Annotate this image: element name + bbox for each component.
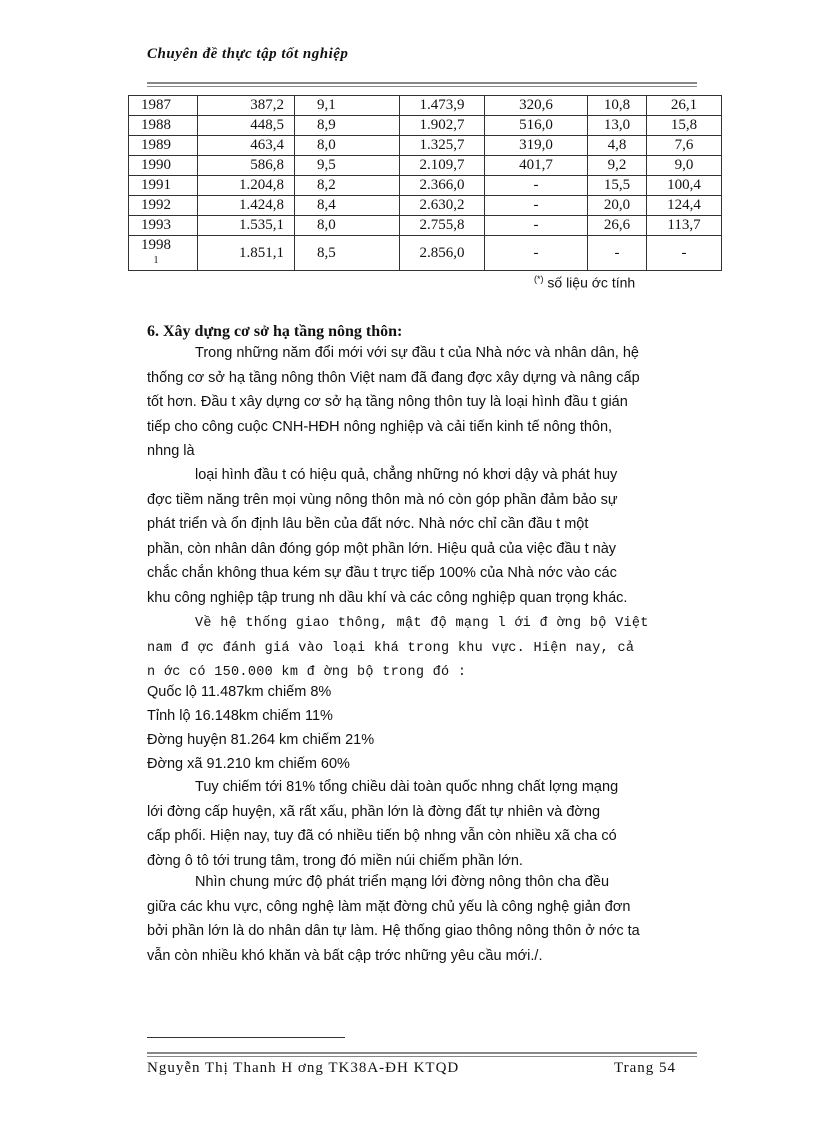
text-line: nhng là — [147, 443, 195, 459]
value-cell: 401,7 — [485, 156, 588, 176]
table-row — [129, 136, 722, 156]
value-cell: 2.755,8 — [400, 216, 485, 236]
value-cell: 8,0 — [295, 136, 400, 156]
value-cell: - — [588, 236, 647, 271]
footnote-text: số liệu ớc tính — [547, 274, 636, 291]
value-cell: 15,8 — [647, 116, 722, 136]
value-cell: 4,8 — [588, 136, 647, 156]
value-cell: 1.851,1 — [198, 236, 295, 271]
text-line: Trong những năm đổi mới với sự đầu t của Nhà nớc và nhân dân, hệ — [195, 345, 639, 361]
footnote-separator — [147, 1037, 345, 1038]
value-cell: 9,2 — [588, 156, 647, 176]
table-row — [129, 96, 722, 116]
value-cell: 448,5 — [198, 116, 295, 136]
table-row — [129, 236, 722, 271]
value-cell: 26,1 — [647, 96, 722, 116]
value-cell: 9,1 — [295, 96, 400, 116]
text-line: cấp phối. Hiện nay, tuy đã có nhiều tiến bộ nhng vẫn còn nhiều xã cha có — [147, 828, 617, 844]
paragraph-4 — [147, 775, 697, 873]
footer-author: Nguyễn Thị Thanh H ơng TK38A-ĐH KTQD — [147, 1060, 460, 1076]
value-cell: 8,9 — [295, 116, 400, 136]
paragraph-5 — [147, 870, 697, 968]
text-line: khu công nghiệp tập trung nh dầu khí và các công nghiệp quan trọng khác. — [147, 589, 628, 606]
value-cell: 2.856,0 — [400, 236, 485, 271]
value-cell: 2.109,7 — [400, 156, 485, 176]
value-cell: 1.325,7 — [400, 136, 485, 156]
value-cell: 113,7 — [647, 216, 722, 236]
text-line: Nhìn chung mức độ phát triển mạng lới đờng nông thôn cha đều — [195, 874, 610, 890]
value-cell: 319,0 — [485, 136, 588, 156]
value-cell: 516,0 — [485, 116, 588, 136]
text-line: n ớc có 150.000 km đ ờng bộ trong đó : — [147, 665, 467, 680]
year-cell: 1987 — [129, 96, 198, 116]
value-cell: 387,2 — [198, 96, 295, 116]
value-cell: 1.902,7 — [400, 116, 485, 136]
value-cell: 20,0 — [588, 196, 647, 216]
value-cell: - — [485, 216, 588, 236]
year-cell: 1990 — [129, 156, 198, 176]
list-item: Tỉnh lộ 16.148km chiếm 11% — [147, 708, 333, 724]
value-cell: 100,4 — [647, 176, 722, 196]
paragraph-2 — [147, 463, 697, 610]
value-cell: 15,5 — [588, 176, 647, 196]
text-line: thống cơ sở hạ tầng nông thôn Việt nam đã đang đợc xây dựng và nâng cấp — [147, 369, 640, 386]
value-cell: 9,0 — [647, 156, 722, 176]
paragraph-1 — [147, 341, 697, 464]
value-cell: 1.473,9 — [400, 96, 485, 116]
table-row — [129, 156, 722, 176]
year-cell: 1989 — [129, 136, 198, 156]
year-cell: 1991 — [129, 176, 198, 196]
value-cell: 26,6 — [588, 216, 647, 236]
text-line: tiếp cho công cuộc CNH-HĐH nông nghiệp và cải tiến kinh tế nông thôn, — [147, 418, 613, 435]
value-cell: - — [485, 176, 588, 196]
year-cell: 1992 — [129, 196, 198, 216]
value-cell: 1.424,8 — [198, 196, 295, 216]
year-cell: 1993 — [129, 216, 198, 236]
statistics-table — [128, 95, 722, 271]
value-cell: 320,6 — [485, 96, 588, 116]
year-top: 1998 — [141, 237, 171, 253]
value-cell: 8,2 — [295, 176, 400, 196]
value-cell: 1.204,8 — [198, 176, 295, 196]
text-line: vẫn còn nhiều khó khăn và bất cập trớc những yêu cầu mới./. — [147, 947, 543, 964]
list-item: Đờng huyện 81.264 km chiếm 21% — [147, 732, 375, 748]
value-cell: 13,0 — [588, 116, 647, 136]
text-line: phát triển và ổn định lâu bền của đất nớc. Nhà nớc chỉ cần đầu t một — [147, 516, 589, 532]
list-item: Đờng xã 91.210 km chiếm 60% — [147, 756, 350, 772]
text-line: tốt hơn. Đầu t xây dựng cơ sở hạ tầng nông thôn tuy là loại hình đầu t gián — [147, 394, 628, 410]
year-cell: 1988 — [129, 116, 198, 136]
text-line: đợc tiềm năng trên mọi vùng nông thôn mà nó còn góp phần đảm bảo sự — [147, 491, 618, 508]
value-cell: - — [485, 236, 588, 271]
text-line: Về hệ thống giao thông, mật độ mạng l ới đ ờng bộ Việt — [195, 616, 649, 631]
value-cell: 463,4 — [198, 136, 295, 156]
header-rule — [147, 82, 697, 87]
text-line: chắc chắn không thua kém sự đầu t trực tiếp 100% của Nhà nớc vào các — [147, 565, 617, 581]
value-cell: 2.366,0 — [400, 176, 485, 196]
value-cell: - — [647, 236, 722, 271]
section-heading: 6. Xây dựng cơ sở hạ tầng nông thôn: — [147, 323, 403, 340]
year-sub: 1 — [153, 255, 159, 266]
year-cell — [129, 236, 198, 271]
value-cell: 8,4 — [295, 196, 400, 216]
text-line: bởi phần lớn là do nhân dân tự làm. Hệ thống giao thông nông thôn ở nớc ta — [147, 923, 640, 939]
paragraph-3 — [147, 612, 697, 686]
value-cell: 10,8 — [588, 96, 647, 116]
table-row — [129, 176, 722, 196]
footer-page-number: Trang 54 — [614, 1060, 677, 1076]
text-line: loại hình đầu t có hiệu quả, chẳng những nó khơi dậy và phát huy — [195, 467, 618, 483]
text-line: giữa các khu vực, công nghệ làm mặt đờng chủ yếu là công nghệ giản đơn — [147, 898, 631, 915]
value-cell: 8,5 — [295, 236, 400, 271]
footer-rule — [147, 1052, 697, 1057]
value-cell: 124,4 — [647, 196, 722, 216]
text-line: đờng ô tô tới trung tâm, trong đó miền núi chiếm phần lớn. — [147, 852, 523, 869]
value-cell: 8,0 — [295, 216, 400, 236]
text-line: Tuy chiếm tới 81% tổng chiều dài toàn quốc nhng chất lợng mạng — [195, 779, 619, 795]
table-row — [129, 116, 722, 136]
value-cell: - — [485, 196, 588, 216]
value-cell: 1.535,1 — [198, 216, 295, 236]
text-line: phần, còn nhân dân đóng góp một phần lớn. Hiệu quả của việc đầu t này — [147, 540, 617, 557]
table-row — [129, 196, 722, 216]
page-header-title: Chuyên đề thực tập tốt nghiệp — [147, 46, 349, 62]
text-line: lới đờng cấp huyện, xã rất xấu, phần lớn là đờng đất tự nhiên và đờng — [147, 803, 601, 820]
list-item: Quốc lộ 11.487km chiếm 8% — [147, 684, 332, 700]
table-footnote — [534, 274, 635, 291]
value-cell: 9,5 — [295, 156, 400, 176]
value-cell: 7,6 — [647, 136, 722, 156]
value-cell: 586,8 — [198, 156, 295, 176]
table-row — [129, 216, 722, 236]
footnote-mark: (*) — [534, 274, 544, 284]
value-cell: 2.630,2 — [400, 196, 485, 216]
text-line: nam đ ợc đánh giá vào loại khá trong khu vực. Hiện nay, cả — [147, 640, 635, 656]
